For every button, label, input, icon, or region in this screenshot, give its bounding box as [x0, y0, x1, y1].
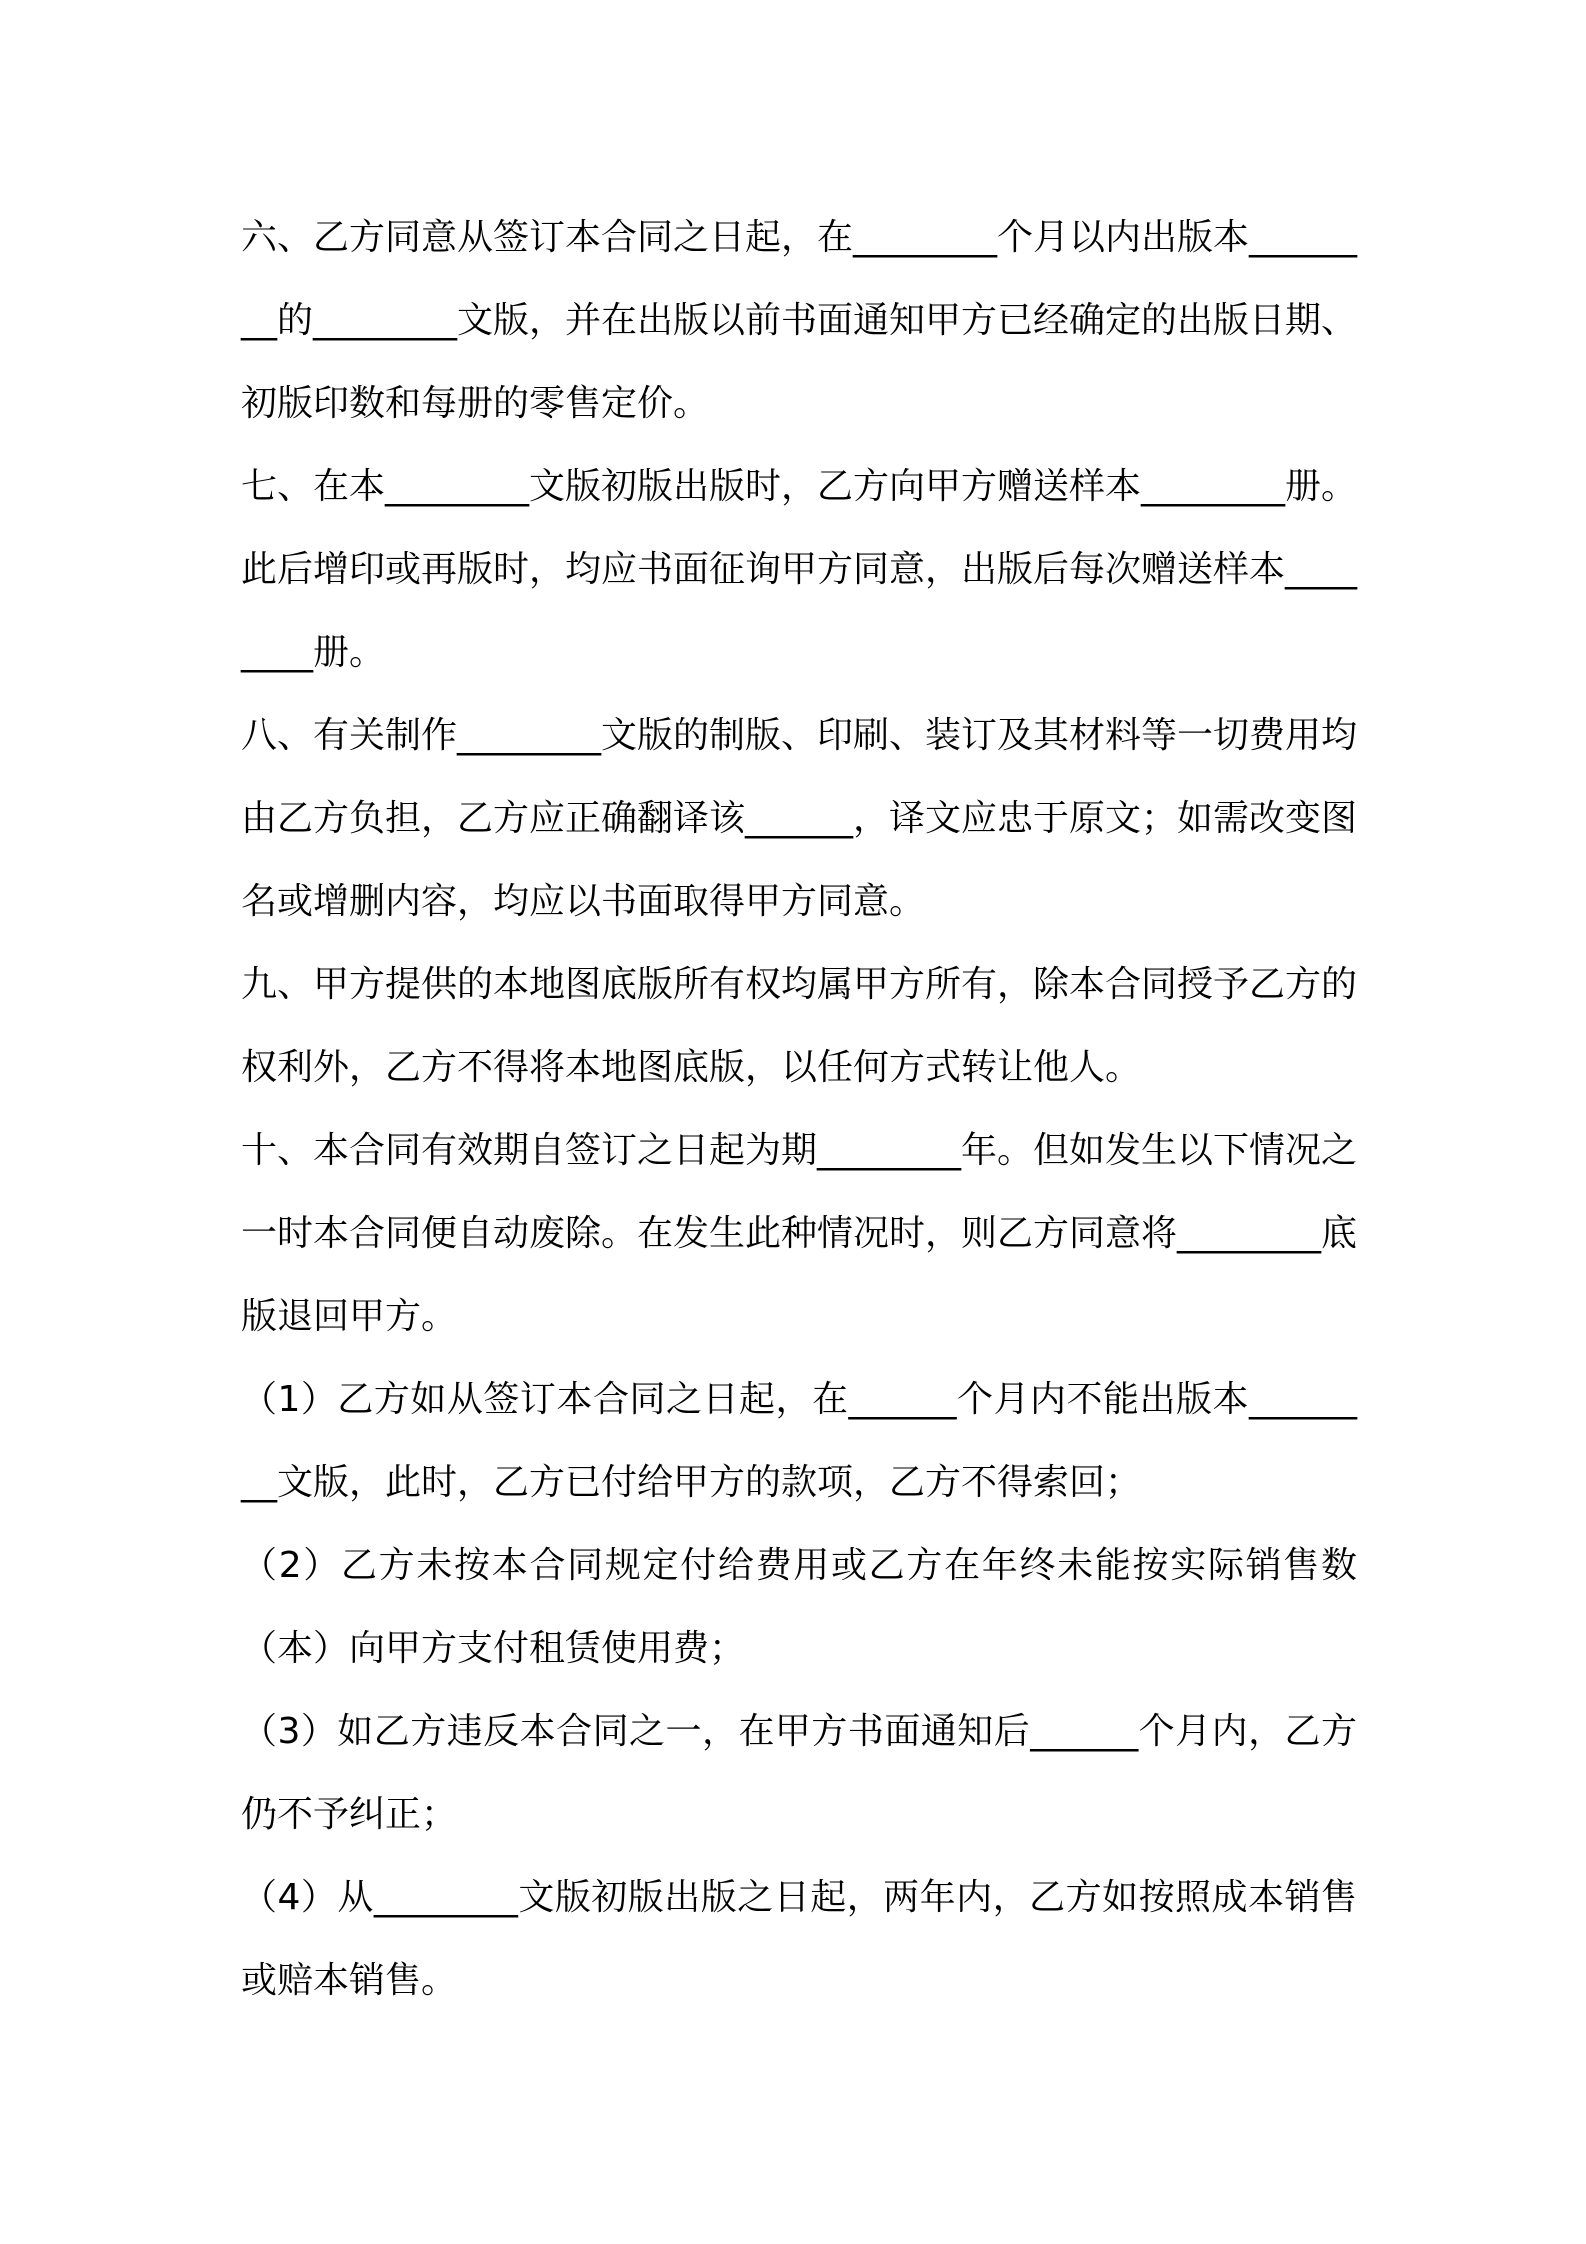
- clause-7: 七、在本________文版初版出版时，乙方向甲方赠送样本________册。此后增印或再版时，均应书面征询甲方同意，出版后每次赠送样本________册。: [241, 466, 1358, 673]
- document-body: [241, 196, 1357, 2022]
- clause-10-item-2: （2）乙方未按本合同规定付给费用或乙方在年终未能按实际销售数（本）向甲方支付租赁使用费；: [241, 1545, 1357, 1669]
- clause-9: 九、甲方提供的本地图底版所有权均属甲方所有，除本合同授予乙方的权利外，乙方不得将本地图底版，以任何方式转让他人。: [241, 964, 1358, 1088]
- clause-10-item-3: （3）如乙方违反本合同之一，在甲方书面通知后______个月内，乙方仍不予纠正；: [241, 1711, 1357, 1835]
- clause-10-item-4: （4）从________文版初版出版之日起，两年内，乙方如按照成本销售或赔本销售。: [241, 1877, 1357, 2001]
- clause-10-item-1: （1）乙方如从签订本合同之日起，在______个月内不能出版本________文版，此时，乙方已付给甲方的款项，乙方不得索回；: [241, 1379, 1357, 1503]
- clause-8: 八、有关制作________文版的制版、印刷、装订及其材料等一切费用均由乙方负担，乙方应正确翻译该______，译文应忠于原文；如需改变图名或增删内容，均应以书面取得甲方同意。: [241, 715, 1358, 922]
- clause-10: 十、本合同有效期自签订之日起为期________年。但如发生以下情况之一时本合同便自动废除。在发生此种情况时，则乙方同意将________底版退回甲方。: [241, 1130, 1358, 1337]
- clause-6: 六、乙方同意从签订本合同之日起，在________个月以内出版本________的________文版，并在出版以前书面通知甲方已经确定的出版日期、初版印数和每册的零售定价。: [241, 217, 1358, 424]
